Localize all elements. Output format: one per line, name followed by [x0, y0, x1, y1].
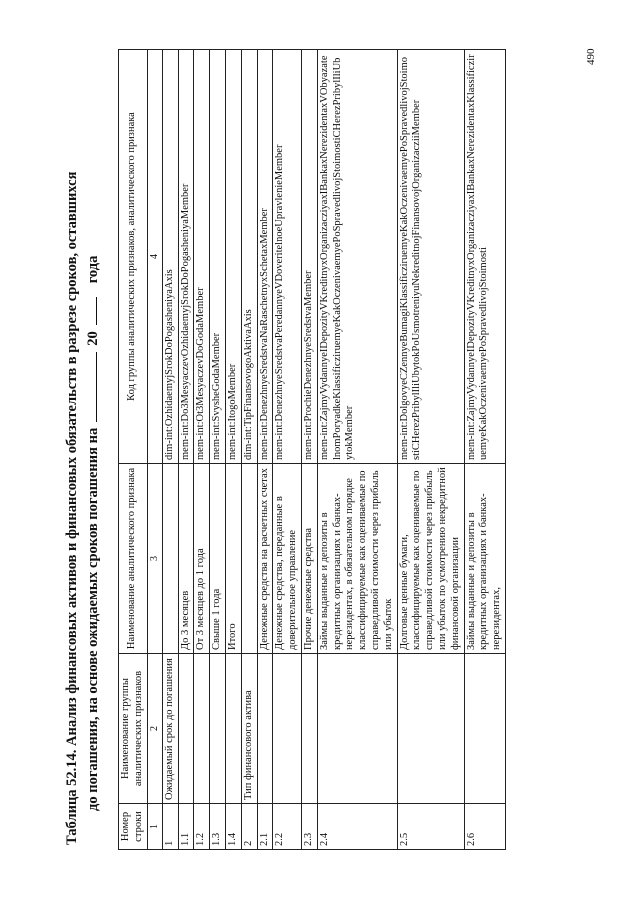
- row-number: 2: [241, 804, 257, 850]
- row-group: [273, 654, 302, 804]
- row-name: Денежные средства, переданные в доверительное управление: [273, 464, 302, 654]
- row-group: [301, 654, 317, 804]
- table-row: [464, 50, 505, 850]
- row-group: Тип финансового актива: [241, 654, 257, 804]
- table-row: [162, 50, 178, 850]
- row-code: mem-int:Ot3MesyaczevDoGodaMember: [194, 50, 210, 464]
- row-number: 1.2: [194, 804, 210, 850]
- row-name: Итого: [225, 464, 241, 654]
- row-group: [178, 654, 194, 804]
- table-title: [62, 45, 104, 845]
- table-row: [257, 50, 273, 850]
- row-code: mem-int:Do3MesyaczevOzhidaemyjSrokDoPogasheniyaMember: [178, 50, 194, 464]
- row-code: mem-int:ProchieDenezhnyeSredstvaMember: [301, 50, 317, 464]
- row-group: [194, 654, 210, 804]
- row-number: 1.1: [178, 804, 194, 850]
- row-code: mem-int:DolgovyeCZennyeBumagiKlassificziruemyeKakOczenivaemyePoSpravedlivojStoimostiCHerezPribylIliUbytokPoUsmotreniyuNekreditnojFinansovojOrganizacziiMember: [397, 50, 464, 464]
- table-row: [210, 50, 226, 850]
- row-name: Займы выданные и депозиты в кредитных организациях и банках-нерезидентах,: [464, 464, 505, 654]
- column-number: 1: [147, 804, 162, 850]
- row-number: 2.5: [397, 804, 464, 850]
- row-group: [210, 654, 226, 804]
- table-row: [241, 50, 257, 850]
- page-number: 490: [585, 48, 597, 65]
- row-code: mem-int:SvysheGodaMember: [210, 50, 226, 464]
- table-row: [301, 50, 317, 850]
- column-number-row: [147, 50, 162, 850]
- row-name: Прочие денежные средства: [301, 464, 317, 654]
- row-code: mem-int:ZajmyVydannyeIDepozityVKreditnyxOrganizacziyaxIBankaxNerezidentaxVObyazatelnomPoryadkeKlassificziruemyeKakOczenivaemyePoSpravedlivojStoimostiCHerezPribylIliUbytokMember: [317, 50, 397, 464]
- column-number: 3: [147, 464, 162, 654]
- row-number: 1: [162, 804, 178, 850]
- year-blank: [84, 297, 97, 325]
- row-number: 1.4: [225, 804, 241, 850]
- row-name: Займы выданные и депозиты в кредитных организациях и банках-нерезидентах, в обязательном порядке классифицируемые как оцениваемые по справедливой стоимости через прибыль или убыток: [317, 464, 397, 654]
- row-code: dim-int:OzhidaemyjSrokDoPogasheniyaAxis: [162, 50, 178, 464]
- column-number: 2: [147, 654, 162, 804]
- row-group: Ожидаемый срок до погашения: [162, 654, 178, 804]
- title-line-2-text: до погашения, на основе ожидаемых сроков погашения на: [85, 427, 102, 811]
- title-line-1: Таблица 52.14. Анализ финансовых активов и финансовых обязательств в разрезе сроков, оставшихся: [64, 171, 80, 845]
- row-name: Свыше 1 года: [210, 464, 226, 654]
- row-group: [397, 654, 464, 804]
- table-row: [178, 50, 194, 850]
- row-code: mem-int:ItogoMember: [225, 50, 241, 464]
- row-group: [257, 654, 273, 804]
- row-number: 2.6: [464, 804, 505, 850]
- row-number: 1.3: [210, 804, 226, 850]
- row-name: До 3 месяцев: [178, 464, 194, 654]
- row-code: mem-int:ZajmyVydannyeIDepozityVKreditnyxOrganizacziyaxIBankaxNerezidentaxKlassificziruemyeKakOczenivaemyePoSpravedlivojStoimosti: [464, 50, 505, 464]
- header-cell-number: Номер строки: [119, 804, 148, 850]
- row-number: 2.3: [301, 804, 317, 850]
- row-group: [317, 654, 397, 804]
- year-suffix: года: [85, 255, 102, 284]
- header-row: [119, 50, 148, 850]
- table-row: [225, 50, 241, 850]
- row-code: mem-int:DenezhnyeSredstvaPeredannyeVDoveritelnoeUpravlenieMember: [273, 50, 302, 464]
- row-name: [241, 464, 257, 654]
- table-row: [317, 50, 397, 850]
- data-table: [118, 49, 506, 850]
- row-number: 2.1: [257, 804, 273, 850]
- date-blank: [84, 352, 97, 422]
- year-prefix: 20: [85, 331, 102, 346]
- row-code: dim-int:TipFinansovogoAktivaAxis: [241, 50, 257, 464]
- row-number: 2.2: [273, 804, 302, 850]
- row-number: 2.4: [317, 804, 397, 850]
- row-name: Долговые ценные бумаги, классифицируемые как оцениваемые по справедливой стоимости через прибыль или убыток по усмотрению некредитной финансовой организации: [397, 464, 464, 654]
- row-code: mem-int:DenezhnyeSredstvaNaRaschetnyxSchetaxMember: [257, 50, 273, 464]
- column-number: 4: [147, 50, 162, 464]
- row-name: [162, 464, 178, 654]
- row-name: Денежные средства на расчетных счетах: [257, 464, 273, 654]
- table-row: [273, 50, 302, 850]
- row-group: [464, 654, 505, 804]
- title-line-2: [83, 45, 104, 845]
- header-cell-group: Наименование группы аналитических признаков: [119, 654, 148, 804]
- header-cell-name: Наименование аналитического признака: [119, 464, 148, 654]
- header-cell-code: Код группы аналитических признаков, аналитического признака: [119, 50, 148, 464]
- row-group: [225, 654, 241, 804]
- row-name: От 3 месяцев до 1 года: [194, 464, 210, 654]
- table-row: [397, 50, 464, 850]
- table-row: [194, 50, 210, 850]
